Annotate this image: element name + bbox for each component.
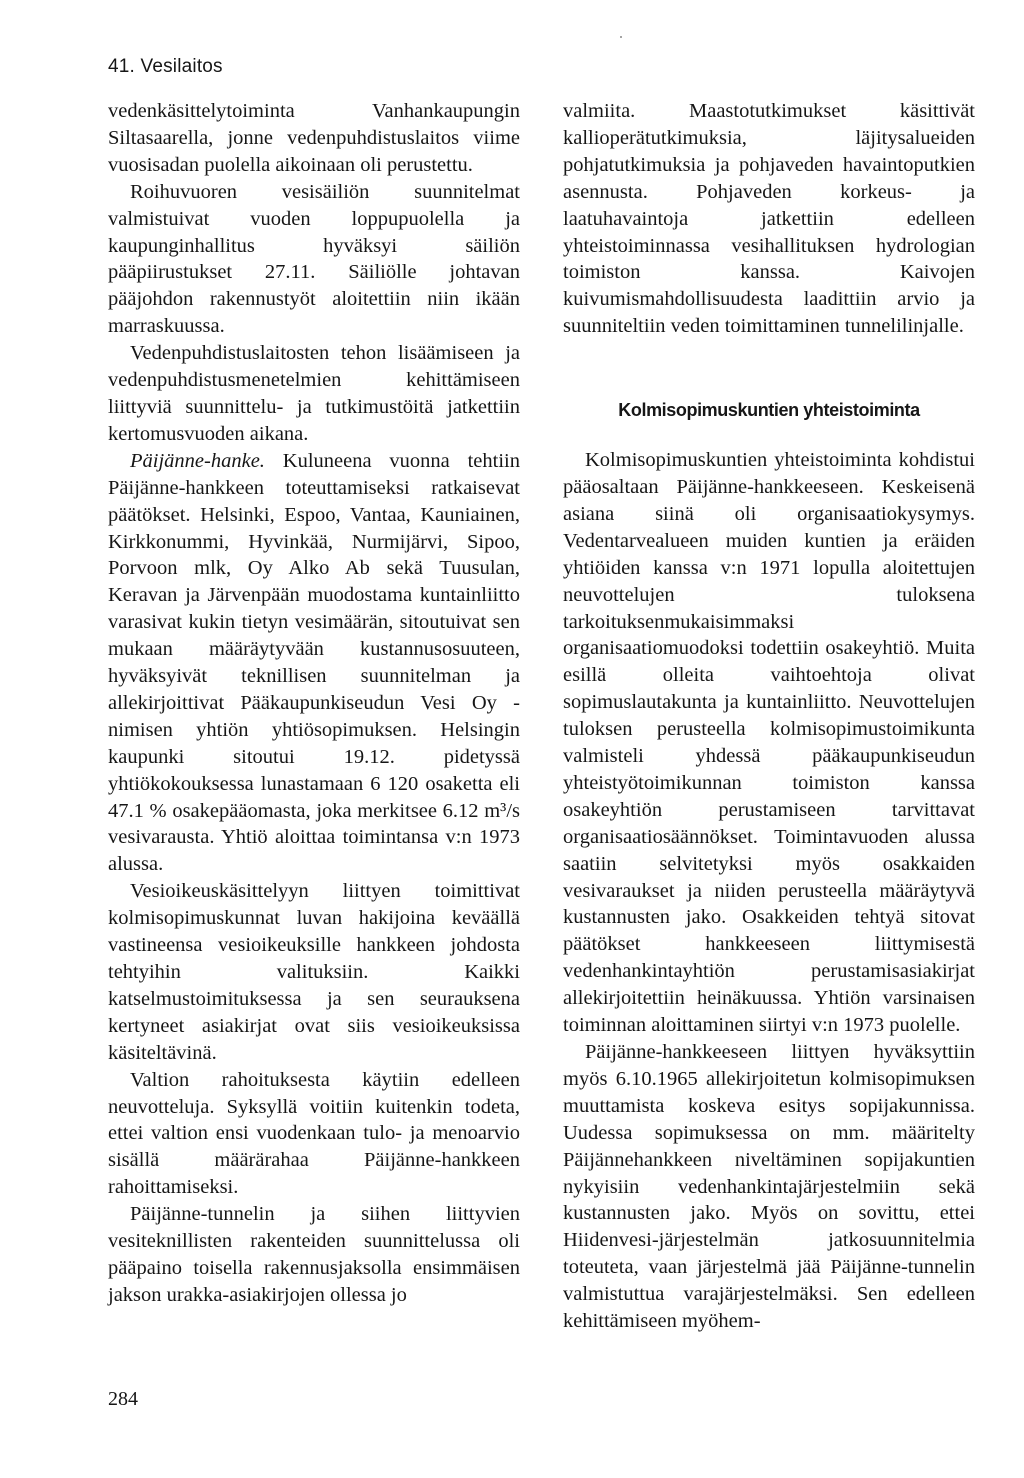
paragraph-agreement-changes: Päijänne-hankkeeseen liittyen hyväksyttiin myös 6.10.1965 allekirjoitetun kolmisopimuksen muuttamista koskeva esitys sopijakunnissa. Uudessa sopimuksessa on mm. määritelty Päijännehankkeen niveltäminen sopijakuntien nykyisiin vedenhankintajärjestelmiin sekä kustannusten jako. Myös on sovittu, ettei Hiidenvesi-järjestelmän jatkosuunnitelmia toteuteta, vaan järjestelmä jää Päijänne-tunnelin valmistuttua varajärjestelmäksi. Sen edelleen kehittämiseen myöhem- <box>563 1041 975 1333</box>
paragraph-water-court: Vesioikeuskäsittelyyn liittyen toimittivat kolmisopimuskunnat luvan hakijoina keväällä vastineensa vesioikeuksille hankkeen johdosta tehtyihin valituksiin. Kaikki katselmustoimituksessa ja sen seurauksena kertyneet asiakirjat ovat siis vesioikeuksissa käsiteltävinä. <box>108 880 520 1064</box>
paragraph-cooperation: Kolmisopimuskuntien yhteistoiminta kohdistui pääosaltaan Päijänne-hankkeeseen. Keskeisenä asiana siinä oli organisaatiokysymys. Vedentarvealueen muiden kuntien ja eräiden yhtiöiden kanssa v:n 1971 lopulla aloitettujen neuvottelujen tuloksena tarkoituksenmukaisimmaksi organisaatiomuodoksi todettiin osakeyhtiö. Muita esillä olleita vaihtoehtoja olivat sopimuslautakunta ja kuntainliitto. Neuvottelujen tuloksen perusteella kolmisopimustoimikunta valmisteli yhdessä pääkaupunkiseudun yhteistyötoimikunnan toimiston kanssa osakeyhtiön perustamiseen tarvittavat organisaatiosäännökset. Toimintavuoden alussa saatiin selvitetyksi myös osakkaiden vesivaraukset ja niiden perusteella määräytyvä kustannusten jako. Osakkeiden tehtyä sitovat päätökset hankkeeseen liittymisestä vedenhankintayhtiön perustamisasiakirjat allekirjoitettiin heinäkuussa. Yhtiön varsinaisen toiminnan aloittaminen siirtyi v:n 1973 puolelle. <box>563 449 975 1037</box>
running-header: 41. Vesilaitos <box>108 56 223 77</box>
right-column <box>563 98 975 1335</box>
left-column <box>108 98 520 1309</box>
paragraph-body: Kuluneena vuonna tehtiin Päijänne-hankkeen toteuttamiseksi ratkaisevat päätökset. Helsinki, Espoo, Vantaa, Kauniainen, Kirkkonummi, Hyvinkää, Nurmijärvi, Sipoo, Porvoon mlk, Oy Alko Ab sekä Tuusulan, Keravan ja Järvenpään muodostama kuntainliitto varasivat kukin tietyn vesimäärän, sitoutuivat sen mukaan määräytyvään kustannusosuuteen, hyväksyivät teknillisen suunnitelman ja allekirjoittivat Pääkaupunkiseudun Vesi Oy -nimisen yhtiön yhtiösopimuksen. Helsingin kaupunki sitoutui 19.12. pidetyssä yhtiökokouksessa lunastamaan 6 120 osaketta eli 47.1 % osakepääomasta, joka merkitsee 6.12 m³/s vesivarausta. Yhtiö aloittaa toimintansa v:n 1973 alussa. <box>108 449 520 876</box>
paragraph-lead-title: Päijänne-hanke. <box>130 449 265 472</box>
scan-speck <box>620 36 622 38</box>
paragraph-reservoir-plans: Roihuvuoren vesisäiliön suunnitelmat valmistuivat vuoden loppupuolella ja kaupunginhallitus hyväksyi säiliön pääpiirustukset 27.11. Säiliölle johtavan pääjohdon rakennustyöt aloitettiin niin ikään marraskuussa. <box>108 180 520 338</box>
paragraph-field-surveys: valmiita. Maastotutkimukset käsittivät kallioperätutkimuksia, läjitysalueiden pohjatutkimuksia ja pohjaveden havaintoputkien asennusta. Pohjaveden korkeus- ja laatuhavaintoja jatkettiin edelleen yhteistoiminnassa vesihallituksen hydrologian toimiston kanssa. Kaivojen kuivumismahdollisuudesta laadittiin arvio ja suunniteltiin veden toimittaminen tunnelilinjalle. <box>563 100 975 338</box>
paragraph-treatment-research: Vedenpuhdistuslaitosten tehon lisäämiseen ja vedenpuhdistusmenetelmien kehittämiseen liittyviä suunnittelu- ja tutkimustöitä jatkettiin kertomusvuoden aikana. <box>108 342 520 445</box>
paragraph-continued: vedenkäsittelytoiminta Vanhankaupungin Siltasaarella, jonne vedenpuhdistuslaitos viime vuosisadan puolella aikoinaan oli perustettu. <box>108 100 520 176</box>
paragraph-paijanne-project <box>108 448 520 879</box>
page-number: 284 <box>108 1388 138 1410</box>
paragraph-tunnel-planning: Päijänne-tunnelin ja siihen liittyvien vesiteknillisten rakenteiden suunnittelussa oli pääpaino toisella rakennusjaksolla ensimmäisen jakson urakka-asiakirjojen ollessa jo <box>108 1203 520 1306</box>
section-heading: Kolmisopimuskuntien yhteistoiminta <box>618 400 920 421</box>
paragraph-state-funding: Valtion rahoituksesta käytiin edelleen neuvotteluja. Syksyllä voitiin kuitenkin todeta, ettei valtion ensi vuodenkaan tulo- ja menoarvio sisällä määrärahaa Päijänne-hankkeen rahoittamiseksi. <box>108 1068 520 1199</box>
